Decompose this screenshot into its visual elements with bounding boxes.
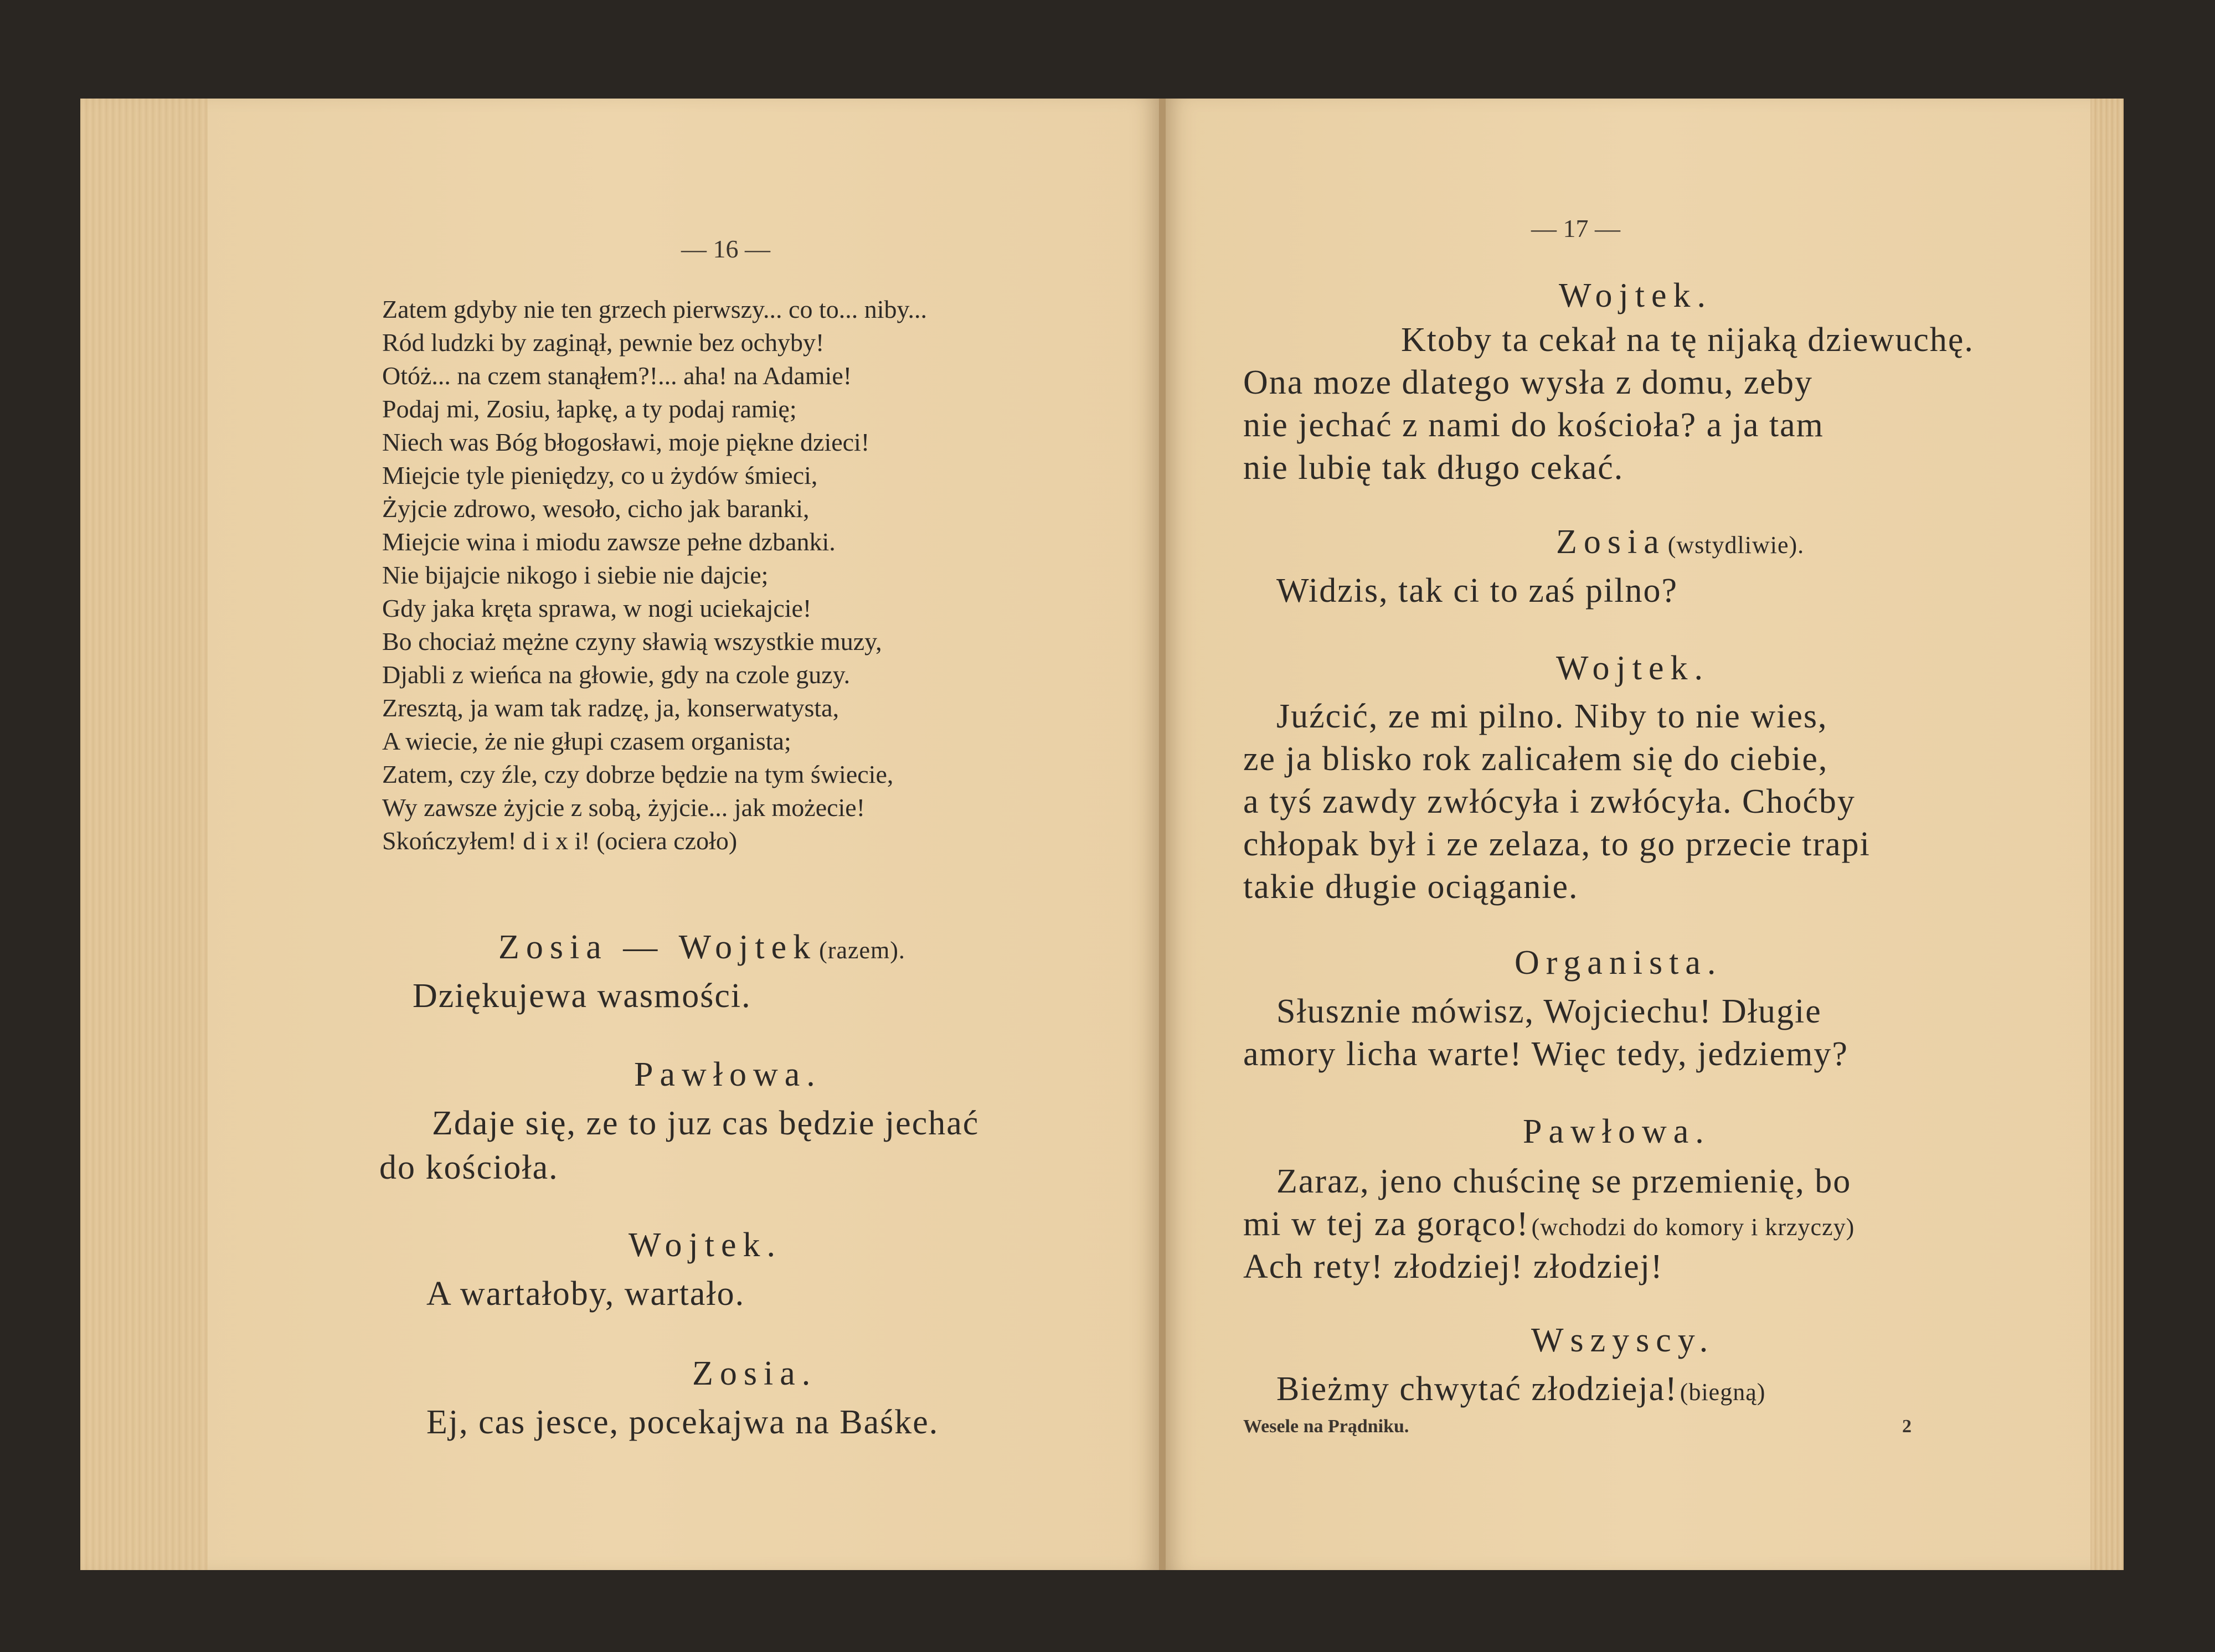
verse-line: Wy zawsze żyjcie z sobą, żyjcie... jak możecie!	[382, 793, 866, 822]
verse-line: Żyjcie zdrowo, wesoło, cicho jak baranki,	[382, 494, 810, 523]
open-book	[80, 99, 2124, 1570]
dialogue-text: mi w tej za gorąco!	[1243, 1205, 1529, 1243]
verse-line: Zatem gdyby nie ten grzech pierwszy... co to... niby...	[382, 295, 928, 323]
stage-direction: (wchodzi do komory i krzyczy)	[1531, 1214, 1855, 1241]
speaker-name: Zosia.	[692, 1355, 817, 1392]
speaker-name: Wojtek.	[629, 1226, 782, 1264]
stage-direction: (wstydliwie).	[1667, 531, 1805, 559]
dialogue-line: Ona moze dlatego wysła z domu, zeby	[1243, 364, 1813, 401]
page-number: — 16 —	[681, 235, 770, 263]
dialogue-line: nie lubię tak długo cekać.	[1243, 449, 1624, 487]
speaker-heading	[1556, 525, 1804, 559]
verse-line: Miejcie tyle pieniędzy, co u żydów śmieci,	[382, 461, 818, 489]
verse-line: Podaj mi, Zosiu, łapkę, a ty podaj ramię;	[382, 395, 797, 423]
dialogue-text: Bieżmy chwytać złodzieja!	[1276, 1370, 1678, 1408]
verse-line: Gdy jaka kręta sprawa, w nogi uciekajcie!	[382, 594, 812, 622]
verse-line: Djabli z wieńca na głowie, gdy na czole guzy.	[382, 660, 851, 689]
speaker-name: Wojtek.	[1559, 277, 1713, 314]
speaker-name: Organista.	[1515, 944, 1723, 982]
dialogue-line: Widzis, tak ci to zaś pilno?	[1276, 572, 1678, 610]
dialogue-line: Słusznie mówisz, Wojciechu! Długie	[1276, 993, 1822, 1030]
dialogue-line: a tyś zawdy zwłócyła i zwłócyła. Choćby	[1243, 783, 1856, 820]
dialogue-line: A wartałoby, wartało.	[426, 1275, 745, 1313]
dialogue-line: takie długie ociąganie.	[1243, 868, 1579, 906]
dialogue-line: Ej, cas jesce, pocekajwa na Baśke.	[426, 1403, 939, 1441]
speaker-name: Zosia — Wojtek	[498, 928, 817, 966]
speaker-name: Zosia	[1556, 523, 1666, 561]
book-gutter	[1159, 99, 1166, 1570]
signature-mark: 2	[1902, 1416, 1912, 1437]
page-number: — 17 —	[1531, 214, 1620, 242]
dialogue-line: nie jechać z nami do kościoła? a ja tam	[1243, 406, 1824, 444]
verse-line: Zatem, czy źle, czy dobrze będzie na tym świecie,	[382, 760, 894, 788]
stage-direction: (biegną)	[1680, 1379, 1766, 1406]
stage-direction: (razem).	[819, 937, 905, 964]
dialogue-line: Dziękujewa wasmości.	[413, 977, 751, 1015]
speaker-name: Wojtek.	[1556, 649, 1710, 687]
dialogue-line: Ktoby ta cekał na tę nijaką dziewuchę.	[1401, 321, 1974, 359]
verse-line: A wiecie, że nie głupi czasem organista;	[382, 727, 791, 755]
verse-line: Otóż... na czem stanąłem?!... aha! na Adamie!	[382, 362, 852, 390]
dialogue-line: amory licha warte! Więc tedy, jedziemy?	[1243, 1035, 1848, 1073]
dialogue-line: ze ja blisko rok zalicałem się do ciebie,	[1243, 740, 1828, 778]
dialogue-line: Ach rety! złodziej! złodziej!	[1243, 1248, 1663, 1286]
verse-line: Ród ludzki by zaginął, pewnie bez ochyby!	[382, 328, 825, 357]
speaker-name: Pawłowa.	[1523, 1113, 1711, 1150]
footer-title: Wesele na Prądniku.	[1243, 1416, 1409, 1437]
verse-line: Miejcie wina i miodu zawsze pełne dzbanki.	[382, 528, 836, 556]
left-page	[80, 99, 1159, 1570]
verse-line: Niech was Bóg błogosławi, moje piękne dzieci!	[382, 428, 870, 456]
speaker-name: Wszyscy.	[1531, 1321, 1715, 1359]
verse-line: Skończyłem! d i x i! (ociera czoło)	[382, 827, 738, 855]
dialogue-line: Zdaje się, ze to juz cas będzie jechać	[432, 1104, 980, 1142]
speaker-name: Pawłowa.	[634, 1056, 822, 1093]
right-page	[1166, 99, 2124, 1570]
speaker-heading	[498, 930, 905, 964]
verse-line: Nie bijajcie nikogo i siebie nie dajcie;	[382, 561, 769, 589]
dialogue-line: Zaraz, jeno chuścinę se przemienię, bo	[1276, 1163, 1852, 1200]
verse-line: Zresztą, ja wam tak radzę, ja, konserwatysta,	[382, 694, 839, 722]
dialogue-line: Juźcić, ze mi pilno. Niby to nie wies,	[1276, 698, 1828, 735]
verse-line: Bo chociaż mężne czyny sławią wszystkie muzy,	[382, 627, 882, 655]
dialogue-line: do kościoła.	[379, 1149, 559, 1186]
dialogue-line	[1276, 1372, 1765, 1406]
dialogue-line: chłopak był i ze zelaza, to go przecie trapi	[1243, 825, 1871, 863]
dialogue-line	[1243, 1207, 1855, 1241]
